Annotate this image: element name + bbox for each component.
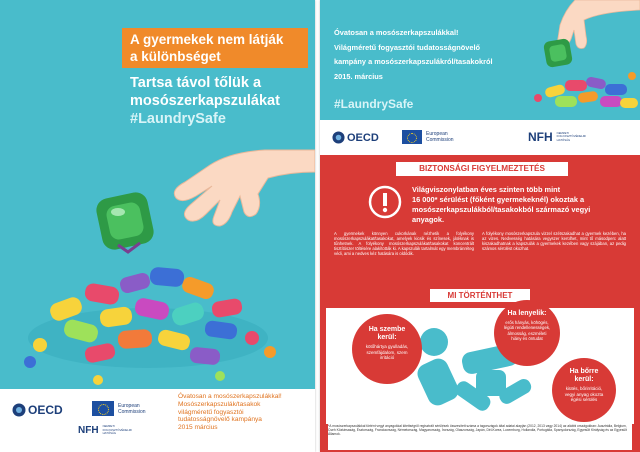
right-header xyxy=(320,0,640,120)
subhead xyxy=(130,74,280,128)
eu-flag-icon xyxy=(402,130,422,144)
footer-text: Óvatosan a mosószerkapszulákkal! Mosószerkapszulák/tasakok világméretű fogyasztói tudatosságnövelő kampánya 2015 március xyxy=(178,393,282,432)
hashtag: #LaundrySafe xyxy=(130,111,226,127)
bubble-swallowed: Ha lenyelik: erős hányás, köhögés, légúti rendellenességek, álmosság, eszméleti hiány és öntudat xyxy=(494,300,560,366)
nfh-logo: NFH NEMZETI FOGYASZTÓVÉDELMI HATÓSÁG xyxy=(78,424,132,436)
what-happened-title: MI TÖRTÉNTHET xyxy=(430,289,530,302)
nfh-logo-right: NFH NEMZETI FOGYASZTÓVÉDELMI HATÓSÁG xyxy=(528,130,586,144)
info-column-left: A gyermekek könnyen cukorkának nézhetik a folyékony mosószerkapszulákat/tasakokat, amelyek kicsik és színesek, játéknak is tűnhetnek. A folyékony mosószerkapszulákat/tasakokat koncentrált tisztítószer töltésére alakították ki. A kapszulák tartalmát egy membránréteg védi, ami a nedves kéz hatására is oldódik. xyxy=(334,231,474,257)
headline-line2: a különbséget xyxy=(130,49,221,64)
right-title xyxy=(334,26,493,84)
oecd-globe-icon xyxy=(12,403,26,417)
oecd-globe-icon xyxy=(332,131,345,144)
headline-box xyxy=(122,28,308,68)
info-column-right: A folyékony mosószerkapszula vizzel szétszakadhat a gyermek kezében, ha az vizes. Nedvesség hatására vegyszer kerülhet, mint tő másodperc alatt kiszakadhatnak a kapszulák a gyermekek kezében vagy szájában, az pedig számos sérülést okozhat. xyxy=(482,231,626,252)
bubble-eyes: Ha szembe kerül: kötőhártya gyulladás, szemfájdalom, szem irritáció xyxy=(352,314,422,384)
right-title-line1: Óvatosan a mosószerkapszulákkal! xyxy=(334,28,459,37)
subhead-line1: Tartsa távol tőlük a xyxy=(130,75,262,91)
headline-line1: A gyermekek nem látják xyxy=(130,32,284,47)
right-title-line3: kampány a mosószerkapszulákról/tasakokról xyxy=(334,57,493,66)
right-poster-page xyxy=(320,0,640,452)
green-capsule-illustration xyxy=(94,190,156,252)
subhead-line2: mosószerkapszulákat xyxy=(130,93,280,109)
oecd-logo-right: OECD xyxy=(332,131,379,144)
right-hashtag: #LaundrySafe xyxy=(334,97,414,111)
candy-pile-illustration xyxy=(24,267,276,385)
bubble-skin: Ha bőrre kerül: kiütés, bőrirritáció, vegyi anyag okozta égési sérülés xyxy=(552,358,616,422)
oecd-logo: OECD xyxy=(12,403,63,417)
warning-title: BIZTONSÁGI FIGYELMEZTETÉS xyxy=(396,162,568,176)
left-poster-page xyxy=(0,0,315,452)
hand-illustration xyxy=(174,150,315,226)
eu-flag-icon xyxy=(92,401,114,416)
right-title-line2: Világméretű fogyasztói tudatosságnövelő xyxy=(334,42,481,52)
right-date: 2015. március xyxy=(334,71,383,81)
footnote: *A mosószerkapszulákkal történt vegyi anyagokkal kitettségről regisztrált sérülések összesített száma a tagországok által adatai alapján (2012, 2013 vagy 2014) az alábbi országokban: Ausztrália, Belgium, Cseh Köztársaság, Észtország, Franciaország, Németország, Magyarország, Írország, Olaszország, Japán, Dél-Korea, Luxemburg, Hollandia, Portugália, Spanyolország, Egyesült Királyság és az Egyesült Államok. xyxy=(328,424,632,450)
warning-icon xyxy=(368,185,402,219)
ec-logo-right: European Commission xyxy=(402,130,454,144)
left-footer xyxy=(0,389,315,452)
warning-text: Világviszonylatban éves szinten több mint 16 000* sérülést (főként gyermekeknél) okoztak a mosószerkapszulákból/tasakokból származó vegyi anyagok. xyxy=(412,185,591,224)
effects-panel xyxy=(326,308,634,424)
logos-row xyxy=(320,122,640,154)
ec-logo: European Commission xyxy=(92,401,146,416)
